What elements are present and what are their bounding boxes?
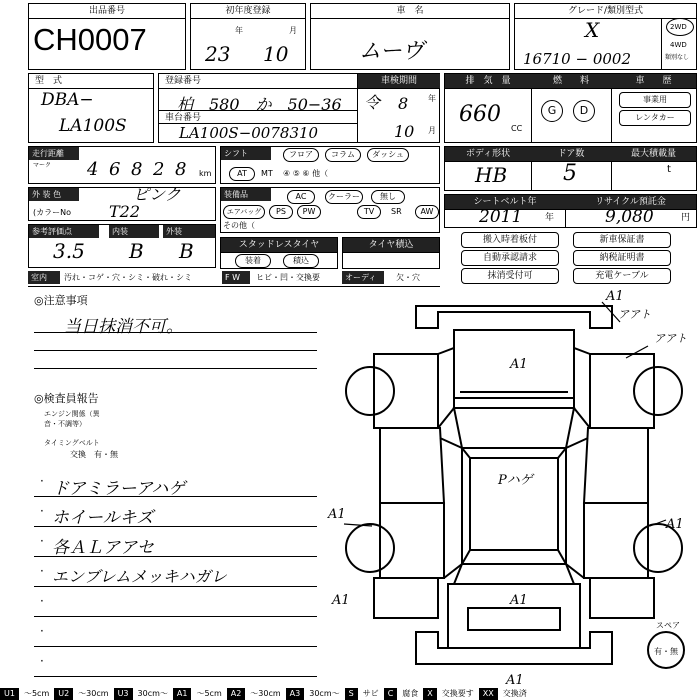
first-reg-month-label: 月 xyxy=(289,26,297,35)
first-reg-month: 10 xyxy=(263,42,289,66)
chassis-label: 車台番号 xyxy=(159,110,357,124)
mark-roof: Pハゲ xyxy=(498,473,533,488)
grade-value: X xyxy=(585,18,600,42)
model-label: 型 式 xyxy=(29,74,153,89)
no-class-label: 類別なし xyxy=(665,54,690,61)
mileage-unit: km xyxy=(199,169,212,178)
exterior-value: B xyxy=(179,239,194,263)
studless-box xyxy=(220,237,338,269)
ratings-label: 参考評価点 xyxy=(29,225,99,238)
shift-column: コラム xyxy=(325,148,361,162)
remark-bullet-5: · xyxy=(40,594,44,608)
remark-bullet-3: · xyxy=(40,534,44,548)
drive-2wd: 2WD xyxy=(670,23,687,31)
seatbelt-box xyxy=(444,194,697,228)
inspection-year: 8 xyxy=(398,94,409,113)
fuel-gasoline: G xyxy=(541,100,563,122)
tire-load-box xyxy=(342,237,440,269)
inspection-year-label: 年 xyxy=(428,94,436,103)
legend-val-3: 30cm〜 xyxy=(137,689,168,698)
recycle-label: リサイクル預託金 xyxy=(565,195,696,210)
color-code-label: (カラーNo xyxy=(33,208,71,217)
legend-key-2: U2 xyxy=(54,688,73,700)
body-type-value: HB xyxy=(475,163,508,187)
mileage-box xyxy=(28,146,216,184)
studless-loaded: 積込 xyxy=(283,254,319,268)
ratings-box xyxy=(28,224,216,268)
remark-3: 各ＡＬアアセ xyxy=(52,538,154,558)
equip-pw: PW xyxy=(297,205,321,219)
inspection-era: 令 xyxy=(364,93,381,112)
remark-bullet-6: · xyxy=(40,624,44,638)
service-warranty: 新車保証書 xyxy=(573,232,671,248)
doors-value: 5 xyxy=(563,161,577,186)
legend-key-6: A3 xyxy=(286,688,305,700)
displacement-unit: CC xyxy=(511,124,523,133)
inspection-label: 車検期間 xyxy=(358,74,440,89)
history-rental: レンタカー xyxy=(619,110,691,126)
engine-box xyxy=(444,73,697,143)
legend-key-1: U1 xyxy=(0,688,19,700)
lot-label: 出品番号 xyxy=(29,4,185,19)
mark-left-door: A1 xyxy=(328,507,346,522)
remark-bullet-7: · xyxy=(40,654,44,668)
mileage-digit-3: 8 xyxy=(131,159,143,180)
mark-rear-bumper: A1 xyxy=(506,673,524,688)
legend-val-10: 交換済 xyxy=(502,689,527,698)
legend-val-7: サビ xyxy=(362,689,379,698)
inspection-month: 10 xyxy=(394,122,415,141)
shift-gears: ④ ⑤ ⑥ 他（ xyxy=(283,169,329,178)
color-code: T22 xyxy=(109,202,141,221)
mark-left-rear: A1 xyxy=(332,593,350,608)
mark-front-right-2: アアト xyxy=(654,332,687,345)
equip-airbag: エアバッグ xyxy=(223,205,265,219)
inspection-month-label: 月 xyxy=(428,126,436,135)
first-reg-year: 23 xyxy=(205,42,231,66)
mileage-digit-4: 2 xyxy=(153,159,165,180)
equip-other: その他（ xyxy=(223,221,255,230)
fuel-label: 燃 料 xyxy=(531,74,611,89)
mark-front-bumper: A1 xyxy=(606,289,624,304)
damage-legend xyxy=(0,688,700,700)
equip-none: 無し xyxy=(371,190,405,204)
seatbelt-value: 2011 xyxy=(479,207,523,227)
displacement-label: 排 気 量 xyxy=(445,74,531,89)
service-cancellation: 抹消受付可 xyxy=(461,268,559,284)
legend-key-5: A2 xyxy=(227,688,246,700)
legend-key-8: C xyxy=(384,688,398,700)
service-charge-cable: 充電ケーブル xyxy=(573,268,671,284)
equip-ac: AC xyxy=(287,190,315,204)
fw-strip-items: ヒビ・凹・交換要 xyxy=(256,273,320,282)
interior-strip-items: 汚れ・コゲ・穴・シミ・破れ・シミ xyxy=(64,273,192,282)
audio-strip-items: 欠・穴 xyxy=(396,273,420,282)
mark-right-door: A1 xyxy=(666,517,684,532)
studless-label: スタッドレスタイヤ xyxy=(221,238,337,253)
shift-label: シフト xyxy=(221,147,271,160)
first-registration-box xyxy=(190,3,306,70)
remark-4: エンブレムメッキハガレ xyxy=(52,567,227,586)
recycle-unit: 円 xyxy=(681,213,691,223)
seatbelt-label: シートベルト年 xyxy=(445,195,565,210)
legend-key-10: XX xyxy=(479,688,498,700)
first-registration-label: 初年度登録 xyxy=(191,4,305,19)
fuel-diesel: D xyxy=(573,100,595,122)
lot-number: CH0007 xyxy=(33,22,147,57)
registration-label: 登録番号 xyxy=(159,74,364,89)
legend-key-7: S xyxy=(345,688,358,700)
equip-tv: TV xyxy=(357,205,381,219)
legend-key-3: U3 xyxy=(114,688,133,700)
car-damage-diagram xyxy=(320,288,700,688)
remark-2: ホイールキズ xyxy=(52,508,154,528)
mileage-label: 走行距離 xyxy=(29,147,79,160)
equipment-label: 装備品 xyxy=(221,188,271,201)
equip-aw: AW xyxy=(415,205,439,219)
remark-bullet-2: · xyxy=(40,504,44,518)
score-value: 3.5 xyxy=(53,239,85,263)
spare-value: 有・無 xyxy=(654,647,678,656)
legend-val-4: 〜5cm xyxy=(196,689,222,698)
color-value: ピンク xyxy=(133,185,181,204)
history-label: 車 歴 xyxy=(611,74,696,89)
legend-val-8: 腐食 xyxy=(402,689,419,698)
shift-floor: フロア xyxy=(283,148,319,162)
interior-label: 内装 xyxy=(109,225,159,238)
interior-value: B xyxy=(129,239,144,263)
registration-box xyxy=(158,73,440,143)
tire-load-label: タイヤ積込 xyxy=(343,238,439,253)
remark-bullet-4: · xyxy=(40,564,44,578)
interior-strip-label: 室内 xyxy=(28,271,60,284)
shift-box xyxy=(220,146,440,184)
audio-strip-label: オーディオ xyxy=(342,271,384,284)
fw-strip-label: F W xyxy=(222,271,250,284)
mark-front-right-1: アアト xyxy=(618,308,651,321)
model-box xyxy=(28,73,154,143)
car-name-box xyxy=(310,3,510,70)
legend-val-6: 30cm〜 xyxy=(309,689,340,698)
legend-val-2: 〜30cm xyxy=(78,689,109,698)
shift-at: AT xyxy=(229,167,255,181)
engine-label: エンジン関係（異音・不調等） xyxy=(44,410,100,428)
color-label: 外 装 色 xyxy=(29,188,79,201)
legend-val-9: 交換要す xyxy=(441,689,474,698)
legend-key-4: A1 xyxy=(173,688,192,700)
recycle-value: 9,080 xyxy=(605,207,654,227)
first-reg-year-label: 年 xyxy=(235,26,243,35)
max-load-label: 最大積載量 xyxy=(611,147,696,162)
exterior-label: 外装 xyxy=(163,225,215,238)
equip-ps: PS xyxy=(269,205,293,219)
lot-box xyxy=(28,3,186,70)
shift-dash: ダッシュ xyxy=(367,148,409,162)
mileage-digit-1: 4 xyxy=(87,159,99,180)
remark-1: ドアミラーアハゲ xyxy=(52,479,186,499)
history-business: 事業用 xyxy=(619,92,691,108)
equip-cooler: クーラー xyxy=(325,190,363,204)
registration-value: 柏 580 か 50−36 xyxy=(177,95,342,114)
max-load-unit: t xyxy=(667,164,671,175)
mileage-mark-label: マーク xyxy=(33,162,52,169)
car-name-label: 車 名 xyxy=(311,4,509,19)
mark-hatch: A1 xyxy=(510,593,528,608)
body-type-label: ボディ形状 xyxy=(445,147,531,162)
timing-swap: 交換 有・無 xyxy=(70,450,118,459)
model-value-1: DBA− xyxy=(41,90,94,110)
service-auto-approval: 自動承認請求 xyxy=(461,250,559,266)
remark-bullet-1: · xyxy=(40,474,44,488)
legend-val-5: 〜30cm xyxy=(250,689,281,698)
shift-mt: MT xyxy=(261,169,273,178)
doors-label: ドア数 xyxy=(531,147,611,162)
drive-4wd: 4WD xyxy=(670,41,687,49)
spare-label: スペア xyxy=(656,621,680,630)
grade-code: 16710 − 0002 xyxy=(523,50,631,68)
mileage-digit-5: 8 xyxy=(175,159,187,180)
seatbelt-unit: 年 xyxy=(545,213,555,223)
equipment-box xyxy=(220,187,440,233)
color-box xyxy=(28,187,216,221)
displacement-value: 660 xyxy=(459,102,501,127)
notes-text: 当日抹消不可。 xyxy=(64,317,183,337)
legend-key-9: X xyxy=(423,688,436,700)
timing-label: タイミングベルト xyxy=(44,439,100,447)
car-name-value: ムーヴ xyxy=(359,39,424,64)
mark-hood: A1 xyxy=(510,357,528,372)
studless-fitted: 装着 xyxy=(235,254,271,268)
legend-val-1: 〜5cm xyxy=(23,689,50,698)
service-delivery: 搬入時着板付 xyxy=(461,232,559,248)
service-tax-cert: 納税証明書 xyxy=(573,250,671,266)
drive-2wd-circle xyxy=(666,18,694,36)
grade-label: グレード/類別型式 xyxy=(515,4,696,19)
notes-label: ◎注意事項 xyxy=(34,294,88,307)
body-box xyxy=(444,146,697,191)
equip-sr: SR xyxy=(391,207,402,216)
grade-box xyxy=(514,3,697,70)
mileage-digit-2: 6 xyxy=(109,159,121,180)
model-value-2: LA100S xyxy=(59,116,127,136)
inspector-label: ◎検査員報告 xyxy=(34,392,99,405)
chassis-value: LA100S−0078310 xyxy=(179,124,319,142)
